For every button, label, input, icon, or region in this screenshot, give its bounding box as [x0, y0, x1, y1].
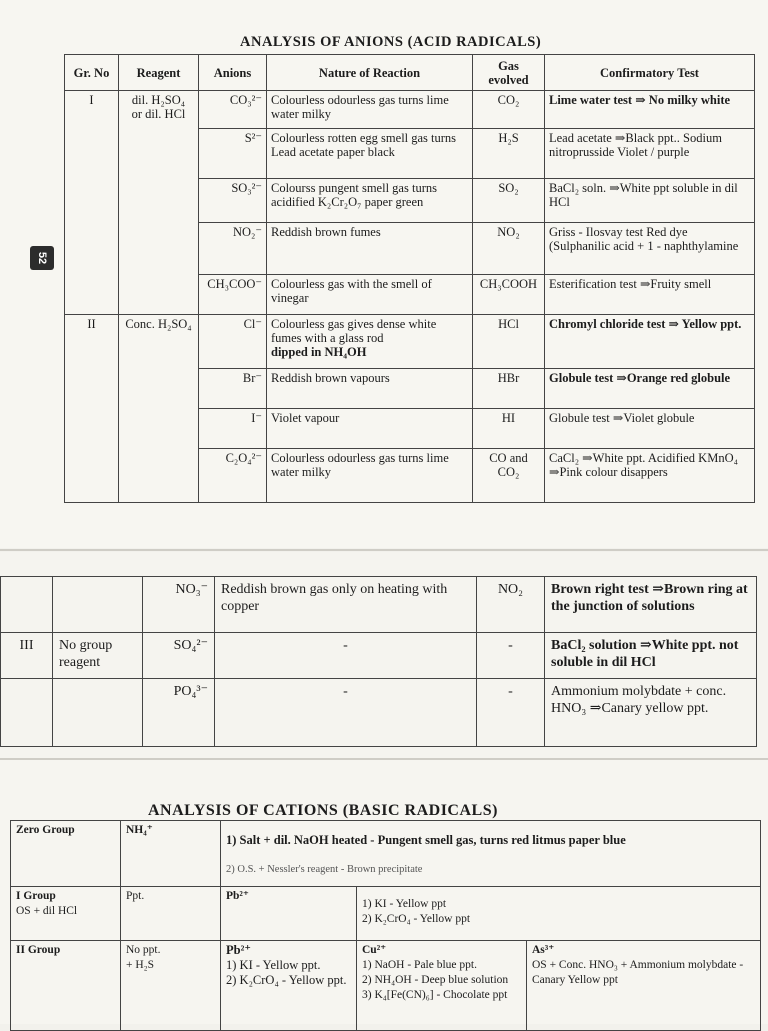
group2-pb-tests: 1) KI - Yellow ppt. 2) K₂CrO₄ - Yellow ppt.	[226, 958, 347, 987]
group-number: II	[65, 315, 119, 503]
table-row	[11, 941, 761, 1031]
anion-cell: I⁻	[199, 409, 267, 449]
gas-cell: CO₂	[473, 91, 545, 129]
group2-label: II Group	[11, 941, 121, 1031]
gas-cell: CH₃COOH	[473, 275, 545, 315]
anion-cell: PO₄³⁻	[143, 679, 215, 747]
zero-test-1: 1) Salt + dil. NaOH heated - Pungent smell gas, turns red litmus paper blue	[226, 833, 626, 847]
test-cell: CaCl₂ ⇒White ppt. Acidified KMnO₄ ⇒Pink colour disappers	[545, 449, 755, 503]
group1-ppt: Ppt.	[121, 887, 221, 941]
group1-ion: Pb²⁺	[221, 887, 357, 941]
test-cell: BaCl₂ solution ⇒White ppt. not soluble in dil HCl	[545, 633, 757, 679]
anion-cell: NO₃⁻	[143, 577, 215, 633]
header-gr-no: Gr. No	[65, 55, 119, 91]
group3-table	[0, 576, 757, 747]
group2-ion-cu: Cu²⁺	[362, 944, 387, 956]
table-row	[1, 577, 757, 633]
header-nature: Nature of Reaction	[267, 55, 473, 91]
group2-pb-cell	[221, 941, 357, 1031]
gas-cell: NO₂	[473, 223, 545, 275]
empty-cell	[1, 577, 53, 633]
gas-cell: -	[477, 633, 545, 679]
table-row	[11, 821, 761, 887]
anion-cell: CO₃²⁻	[199, 91, 267, 129]
cation-sheet	[0, 760, 768, 1024]
group2-ion-pb: Pb²⁺	[226, 943, 251, 957]
header-confirm: Confirmatory Test	[545, 55, 755, 91]
group-reagent: Conc. H₂SO₄	[119, 315, 199, 503]
group-number: III	[1, 633, 53, 679]
table-row	[65, 91, 755, 129]
nature-cell: Colourless gas with the smell of vinegar	[267, 275, 473, 315]
test-cell: Chromyl chloride test ⇒ Yellow ppt.	[545, 315, 755, 369]
zero-group-ion: NH₄⁺	[121, 821, 221, 887]
gas-cell: H₂S	[473, 129, 545, 179]
test-cell: Lime water test ⇒ No milky white	[545, 91, 755, 129]
nature-cell: Colourless odourless gas turns lime water milky	[267, 449, 473, 503]
nature-cell: -	[215, 633, 477, 679]
anion-cell: SO₄²⁻	[143, 633, 215, 679]
group1-label: I Group	[16, 890, 56, 902]
zero-test-2: 2) O.S. + Nessler's reagent - Brown precipitate	[226, 864, 423, 875]
table-row	[1, 633, 757, 679]
test-cell: Brown right test ⇒Brown ring at the junction of solutions	[545, 577, 757, 633]
nature-text: Colourless gas gives dense white fumes with a glass rod	[271, 317, 437, 345]
empty-cell	[1, 679, 53, 747]
group-number: I	[65, 91, 119, 315]
group-reagent: dil. H₂SO₄ or dil. HCl	[119, 91, 199, 315]
nature-text-bold: dipped in NH₄OH	[271, 345, 367, 359]
anion-cell: S²⁻	[199, 129, 267, 179]
nature-cell: -	[215, 679, 477, 747]
anion-cell: Cl⁻	[199, 315, 267, 369]
nature-cell: Reddish brown fumes	[267, 223, 473, 275]
gas-cell: HBr	[473, 369, 545, 409]
nature-cell: Colourless rotten egg smell gas turns Lead acetate paper black	[267, 129, 473, 179]
zero-group-tests	[221, 821, 761, 887]
group1-reagent: OS + dil HCl	[16, 905, 78, 917]
group1-tests: 1) KI - Yellow ppt 2) K₂CrO₄ - Yellow ppt	[357, 887, 761, 941]
cations-title: ANALYSIS OF CATIONS (BASIC RADICALS)	[148, 802, 498, 819]
gas-cell: SO₂	[473, 179, 545, 223]
table-row	[1, 679, 757, 747]
table-row	[65, 315, 755, 369]
test-cell: Griss - Ilosvay test Red dye (Sulphanilic acid + 1 - naphthylamine	[545, 223, 755, 275]
empty-cell	[53, 679, 143, 747]
nature-cell: Colourless odourless gas turns lime water milky	[267, 91, 473, 129]
nature-cell: Violet vapour	[267, 409, 473, 449]
table-header-row	[65, 55, 755, 91]
header-gas: Gas evolved	[473, 55, 545, 91]
zero-group-label: Zero Group	[11, 821, 121, 887]
test-cell: BaCl₂ soln. ⇒White ppt soluble in dil HCl	[545, 179, 755, 223]
gas-cell: -	[477, 679, 545, 747]
group2-cu-cell	[357, 941, 527, 1031]
cations-table	[10, 820, 761, 1031]
group2-as-cell	[527, 941, 761, 1031]
nature-cell: Reddish brown gas only on heating with copper	[215, 577, 477, 633]
group2-ppt: No ppt. + H₂S	[121, 941, 221, 1031]
nature-cell	[267, 315, 473, 369]
gas-cell: CO and CO₂	[473, 449, 545, 503]
page-divider	[0, 549, 768, 551]
group-reagent: No group reagent	[53, 633, 143, 679]
test-cell: Globule test ⇒Orange red globule	[545, 369, 755, 409]
test-cell: Globule test ⇒Violet globule	[545, 409, 755, 449]
gas-cell: HCl	[473, 315, 545, 369]
nature-cell: Reddish brown vapours	[267, 369, 473, 409]
anions-table	[64, 54, 755, 503]
anion-cell: C₂O₄²⁻	[199, 449, 267, 503]
group2-ion-as: As³⁺	[532, 944, 555, 956]
page-number: 52	[30, 246, 54, 270]
test-cell: Esterification test ⇒Fruity smell	[545, 275, 755, 315]
table-row	[11, 887, 761, 941]
gas-cell: HI	[473, 409, 545, 449]
header-anions: Anions	[199, 55, 267, 91]
anion-cell: CH₃COO⁻	[199, 275, 267, 315]
anion-sheet-continued	[0, 552, 768, 758]
group2-cu-tests: 1) NaOH - Pale blue ppt. 2) NH₄OH - Deep blue solution 3) K₄[Fe(CN)₆] - Chocolate ppt	[362, 959, 509, 1001]
anion-cell: SO₃²⁻	[199, 179, 267, 223]
empty-cell	[53, 577, 143, 633]
anions-title: ANALYSIS OF ANIONS (ACID RADICALS)	[240, 34, 542, 50]
anion-cell: Br⁻	[199, 369, 267, 409]
gas-cell: NO₂	[477, 577, 545, 633]
group1-cell	[11, 887, 121, 941]
anion-cell: NO₂⁻	[199, 223, 267, 275]
nature-cell: Colourss pungent smell gas turns acidified K₂Cr₂O₇ paper green	[267, 179, 473, 223]
test-cell: Lead acetate ⇒Black ppt.. Sodium nitroprusside Violet / purple	[545, 129, 755, 179]
header-reagent: Reagent	[119, 55, 199, 91]
group2-as-tests: OS + Conc. HNO₃ + Ammonium molybdate - Canary Yellow ppt	[532, 959, 744, 986]
test-cell: Ammonium molybdate + conc. HNO₃ ⇒Canary yellow ppt.	[545, 679, 757, 747]
